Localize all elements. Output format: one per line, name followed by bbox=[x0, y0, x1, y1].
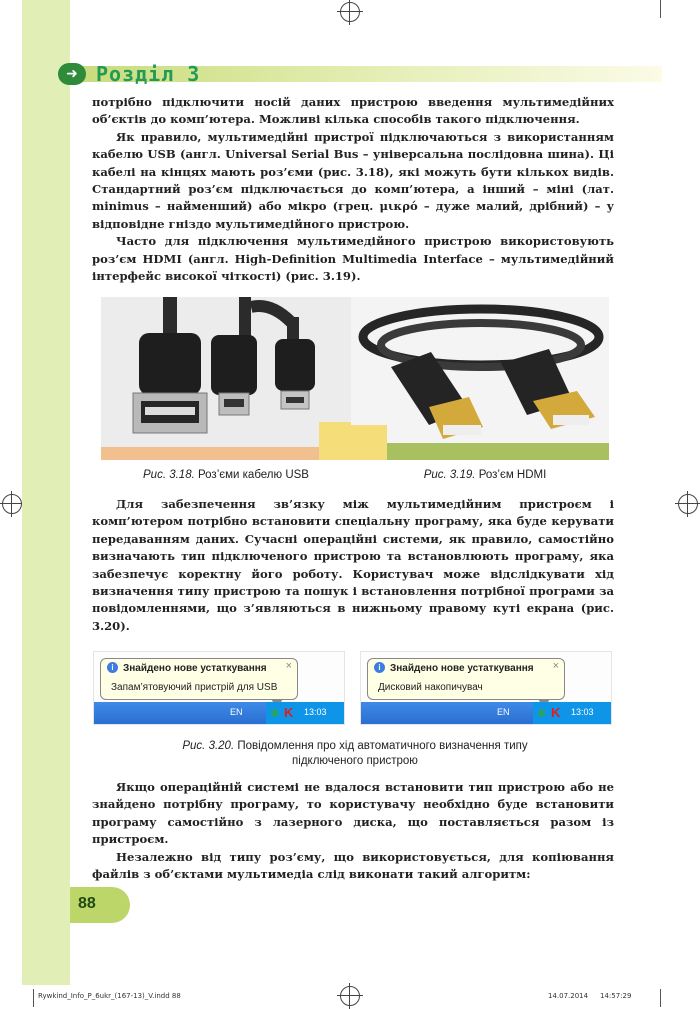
notification-balloon bbox=[100, 658, 298, 700]
paragraph: Як правило, мультимедійні пристрої підключаються з використанням кабелю USB (англ. Universal Serial Bus – універсальна послідовна шина). Ці кабелі на кінцях мають роз’єми (рис. 3.18), які можуть бути кількох видів. Стандартний роз’єм підключається до комп’ютера, а інший – міні (лат. minimus – найменший) або мікро (грец. μικρό – дуже малий, дрібний) – у відповідне гніздо мультимедійного пристрою. bbox=[92, 129, 614, 231]
clock[interactable]: 13:03 bbox=[571, 707, 594, 717]
device-icon[interactable]: ✱ bbox=[537, 707, 547, 720]
antivirus-icon[interactable]: K bbox=[551, 705, 561, 720]
footer-date: 14.07.2014 bbox=[548, 992, 589, 1000]
device-icon[interactable]: ✱ bbox=[270, 707, 280, 720]
language-indicator[interactable]: EN bbox=[230, 707, 243, 717]
figure-text: Роз’єми кабелю USB bbox=[198, 469, 309, 481]
notification-title: Знайдено нове устаткування bbox=[390, 663, 534, 674]
language-indicator[interactable]: EN bbox=[497, 707, 510, 717]
notification-screenshot-usb bbox=[93, 651, 345, 725]
registration-mark-icon bbox=[2, 494, 22, 514]
figure-text: Роз’єм HDMI bbox=[478, 469, 547, 481]
paragraph: Для забезпечення зв’язку між мультимедійним пристроєм і комп’ютером потрібно встановити спеціальну програму, яка буде керувати передаванням даних. Сучасні операційні системи, як правило, самостійно визначають тип підключеного пристрою та встановлюють програму, яка забезпечує коректну його роботу. Користувач може відслідкувати хід визначення типу пристрою та пошук і встановлення потрібної програми за повідомленнями, що з’являються в нижньому правому куті екрана (рис. 3.20). bbox=[92, 497, 614, 633]
arrow-right-icon: ➜ bbox=[58, 63, 86, 85]
text-block-top bbox=[92, 94, 614, 285]
antivirus-icon[interactable]: K bbox=[284, 705, 294, 720]
registration-mark-icon bbox=[678, 494, 698, 514]
notification-title: Знайдено нове устаткування bbox=[123, 663, 267, 674]
close-icon[interactable]: × bbox=[285, 660, 292, 672]
text-block-bottom bbox=[92, 779, 614, 883]
figure-caption-3-18 bbox=[101, 469, 351, 481]
paragraph: Часто для підключення мультимедійного пристрою використовують роз’єм HDMI (англ. High-Definition Multimedia Interface – мультимедійний інтерфейс високої чіткості) (рис. 3.19). bbox=[92, 234, 614, 284]
text-block-middle bbox=[92, 496, 614, 635]
crop-mark bbox=[660, 989, 661, 1007]
figure-caption-3-20 bbox=[150, 739, 560, 769]
close-icon[interactable]: × bbox=[552, 660, 559, 672]
notification-balloon bbox=[367, 658, 565, 700]
figure-number: Рис. 3.20. bbox=[182, 740, 235, 752]
figure-number: Рис. 3.19. bbox=[423, 469, 476, 481]
figure-text: Повідомлення про хід автоматичного визначення типу підключеного пристрою bbox=[237, 740, 528, 767]
figure-caption-3-19 bbox=[360, 469, 610, 481]
registration-mark-icon bbox=[340, 986, 360, 1006]
footer-file: Rywkind_Info_P_6ukr_(167-13)_V.indd 88 bbox=[38, 992, 181, 1000]
notification-message: Запам’ятовуючий пристрій для USB bbox=[111, 682, 278, 693]
section-title: Розділ 3 bbox=[96, 62, 201, 86]
paragraph: потрібно підключити носій даних пристрою введення мультимедійних об’єктів до комп’ютера. Можливі кілька способів такого підключення. bbox=[92, 95, 614, 127]
registration-mark-icon bbox=[340, 2, 360, 22]
hdmi-connector-photo bbox=[351, 297, 609, 460]
figure-number: Рис. 3.18. bbox=[143, 469, 195, 481]
taskbar bbox=[94, 702, 344, 724]
usb-connectors-photo bbox=[101, 297, 351, 460]
margin-strip bbox=[22, 0, 70, 985]
crop-mark bbox=[33, 989, 34, 1007]
taskbar bbox=[361, 702, 611, 724]
footer-time: 14:57:29 bbox=[600, 992, 632, 1000]
info-icon: i bbox=[374, 662, 385, 673]
notification-screenshot-disk bbox=[360, 651, 612, 725]
clock[interactable]: 13:03 bbox=[304, 707, 327, 717]
paragraph: Якщо операційній системі не вдалося встановити тип пристрою або не знайдено потрібну програму, то користувачу необхідно буде встановити програму самостійно з лазерного диска, що поставляється разом із пристроєм. bbox=[92, 780, 614, 847]
page-number: 88 bbox=[78, 895, 96, 912]
paragraph: Незалежно від типу роз’єму, що використовується, для копіювання файлів з об’єктами мультимедіа слід виконати такий алгоритм: bbox=[92, 849, 614, 882]
notification-message: Дисковий накопичувач bbox=[378, 682, 483, 693]
crop-mark bbox=[660, 0, 661, 18]
info-icon: i bbox=[107, 662, 118, 673]
